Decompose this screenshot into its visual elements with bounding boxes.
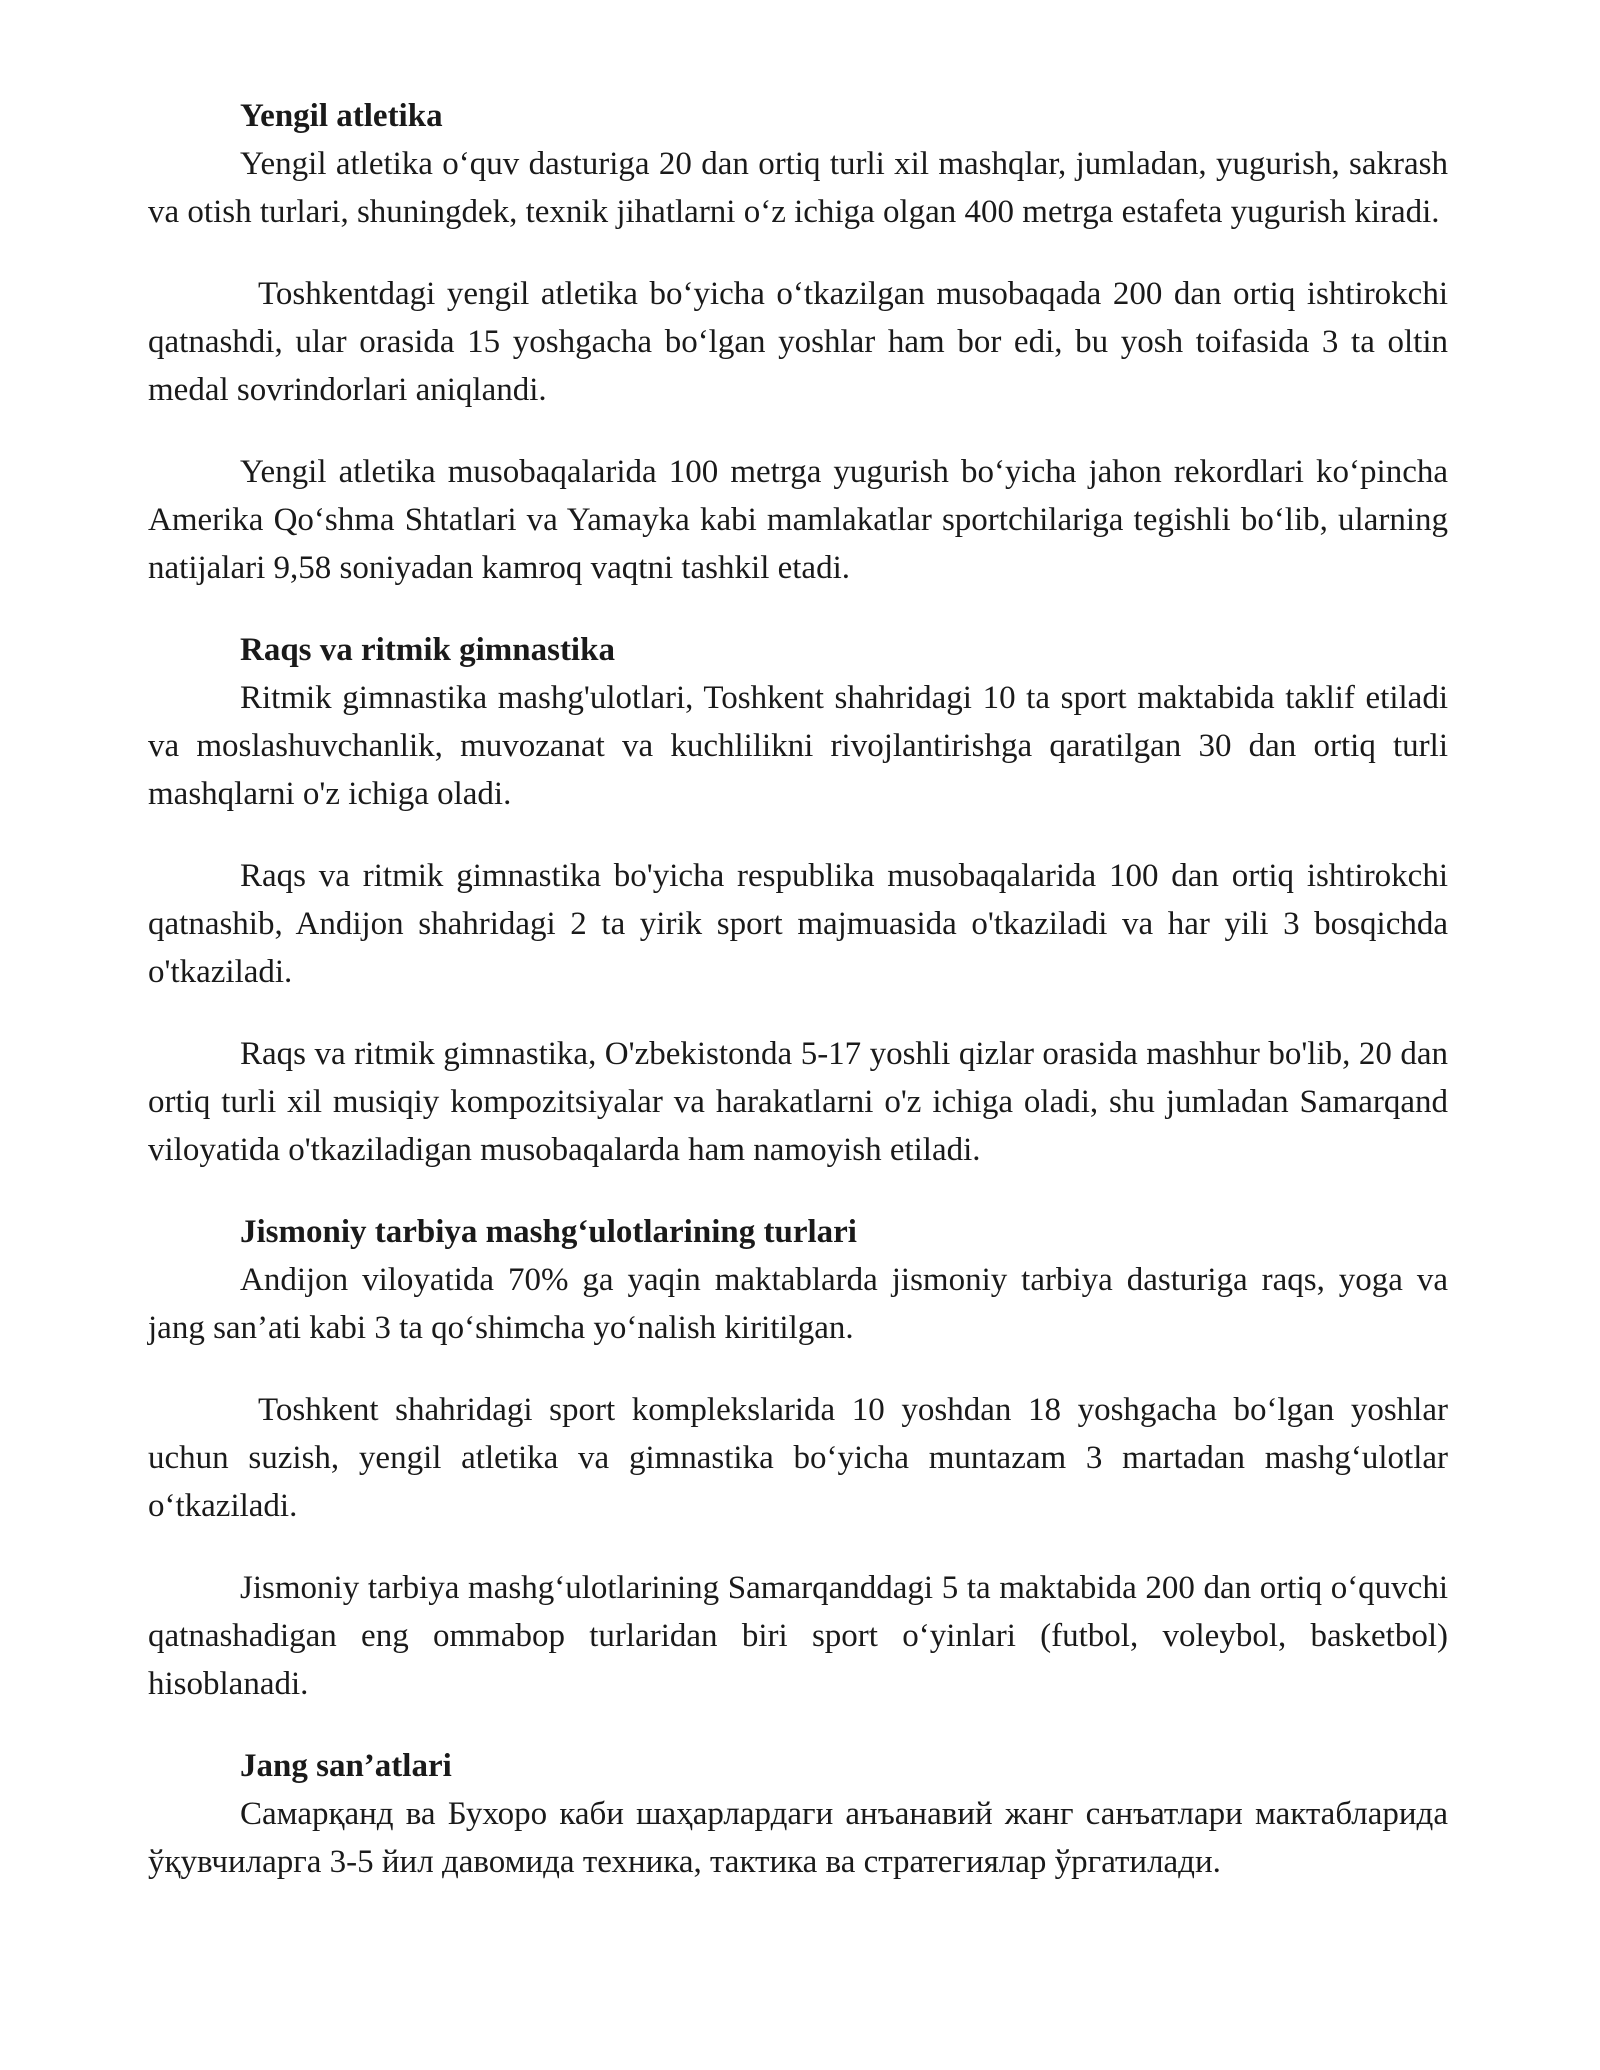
paragraph: Toshkentdagi yengil atletika bo‘yicha o‘tkazilgan musobaqada 200 dan ortiq ishtirokchi qatnashdi, ular orasida 15 yoshgacha bo‘lgan yoshlar ham bor edi, bu yosh toifasida 3 ta oltin medal sovrindorlari aniqlandi. — [148, 276, 1448, 408]
paragraph: Andijon viloyatida 70% ga yaqin maktablarda jismoniy tarbiya dasturiga raqs, yoga va jang san’ati kabi 3 ta qo‘shimcha yo‘nalish kiritilgan. — [148, 1262, 1448, 1346]
paragraph: Yengil atletika o‘quv dasturiga 20 dan ortiq turli xil mashqlar, jumladan, yugurish, sakrash va otish turlari, shuningdek, texnik jihatlarni o‘z ichiga olgan 400 metrga estafeta yugurish kiradi. — [148, 146, 1448, 230]
section-heading: Jismoniy tarbiya mashg‘ulotlarining turlari — [240, 1214, 857, 1250]
document-page — [148, 92, 1448, 1886]
paragraph: Toshkent shahridagi sport komplekslarida 10 yoshdan 18 yoshgacha bo‘lgan yoshlar uchun suzish, yengil atletika va gimnastika bo‘yicha muntazam 3 martadan mashg‘ulotlar o‘tkaziladi. — [148, 1392, 1448, 1524]
section-heading: Yengil atletika — [240, 98, 443, 134]
section-heading: Jang san’atlari — [240, 1748, 452, 1784]
section-yengil-atletika — [148, 92, 1448, 592]
paragraph: Самарқанд ва Бухоро каби шаҳарлардаги анъанавий жанг санъатлари мактабларида ўқувчиларга 3-5 йил давомида техника, тактика ва стратегиялар ўргатилади. — [148, 1796, 1448, 1880]
section-heading: Raqs va ritmik gimnastika — [240, 632, 615, 668]
section-raqs-ritmik-gimnastika — [148, 626, 1448, 1174]
paragraph: Raqs va ritmik gimnastika, O'zbekistonda 5-17 yoshli qizlar orasida mashhur bo'lib, 20 dan ortiq turli xil musiqiy kompozitsiyalar va harakatlarni o'z ichiga oladi, shu jumladan Samarqand viloyatida o'tkaziladigan musobaqalarda ham namoyish etiladi. — [148, 1036, 1448, 1168]
paragraph: Yengil atletika musobaqalarida 100 metrga yugurish bo‘yicha jahon rekordlari ko‘pincha Amerika Qo‘shma Shtatlari va Yamayka kabi mamlakatlar sportchilariga tegishli bo‘lib, ularning natijalari 9,58 soniyadan kamroq vaqtni tashkil etadi. — [148, 454, 1448, 586]
section-jang-sanatlari — [148, 1742, 1448, 1886]
paragraph: Raqs va ritmik gimnastika bo'yicha respublika musobaqalarida 100 dan ortiq ishtirokchi qatnashib, Andijon shahridagi 2 ta yirik sport majmuasida o'tkaziladi va har yili 3 bosqichda o'tkaziladi. — [148, 858, 1448, 990]
paragraph: Ritmik gimnastika mashg'ulotlari, Toshkent shahridagi 10 ta sport maktabida taklif etiladi va moslashuvchanlik, muvozanat va kuchlilikni rivojlantirishga qaratilgan 30 dan ortiq turli mashqlarni o'z ichiga oladi. — [148, 680, 1448, 812]
section-jismoniy-tarbiya — [148, 1208, 1448, 1708]
paragraph: Jismoniy tarbiya mashg‘ulotlarining Samarqanddagi 5 ta maktabida 200 dan ortiq o‘quvchi qatnashadigan eng ommabop turlaridan biri sport o‘yinlari (futbol, voleybol, basketbol) hisoblanadi. — [148, 1570, 1448, 1702]
